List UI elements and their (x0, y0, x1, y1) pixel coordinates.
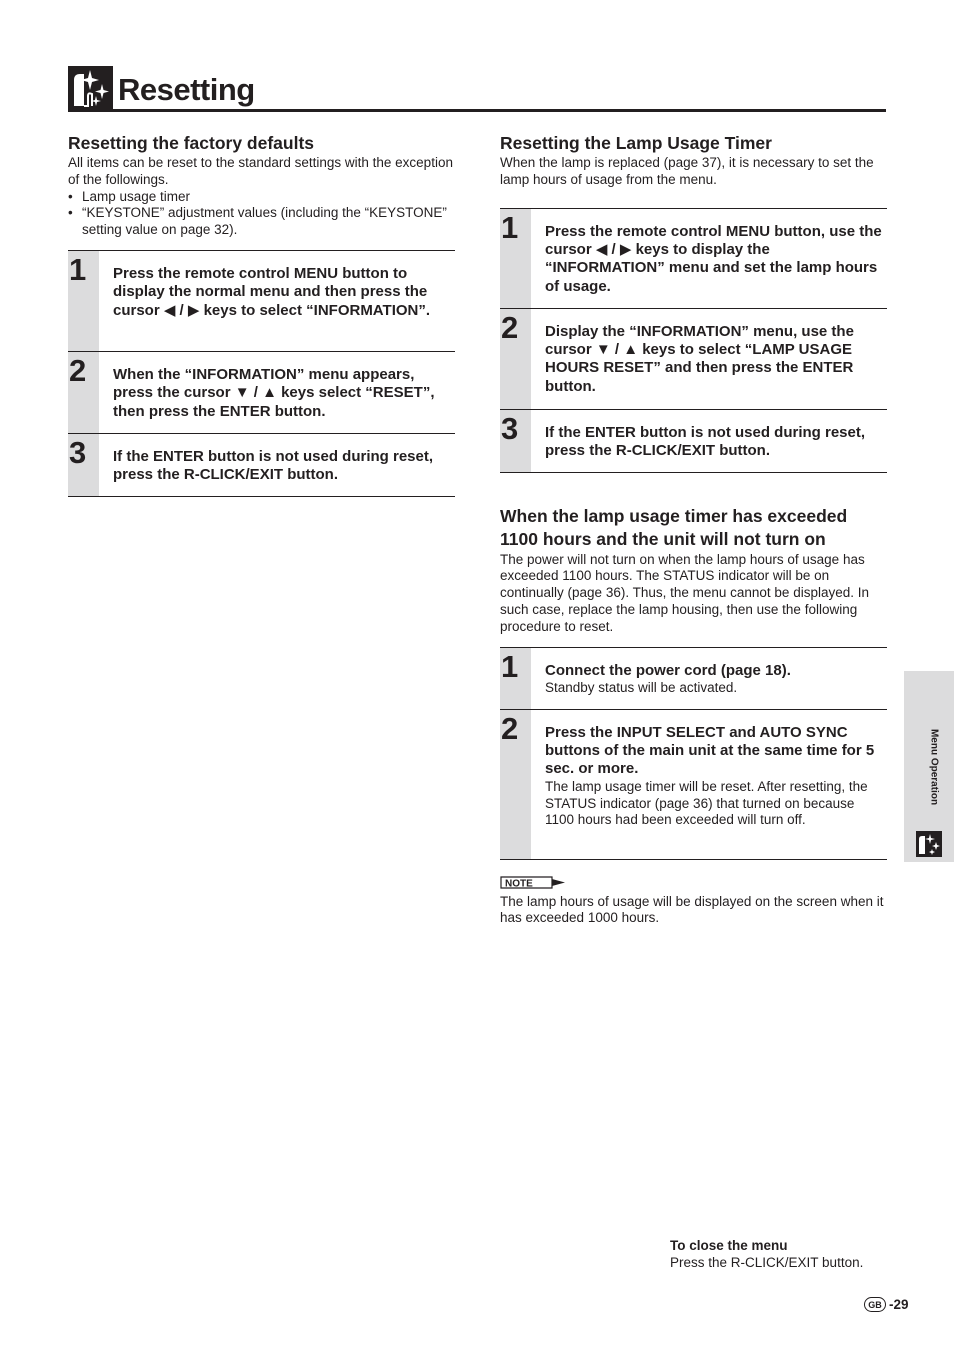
step-2 (500, 309, 887, 410)
note-arrow-icon (500, 876, 566, 889)
step-list (68, 250, 455, 497)
page-number-text: -29 (889, 1297, 909, 1312)
factory-defaults-section (68, 132, 455, 497)
close-menu-title: To close the menu (670, 1238, 788, 1253)
step-subtext: The lamp usage timer will be reset. After resetting, the STATUS indicator (page 36) that turned on because 1100 hours had been exceeded will turn off. (545, 778, 868, 828)
step-number-box (68, 352, 99, 433)
step-text: If the ENTER button is not used during reset, press the R-CLICK/EXIT button. (545, 423, 866, 459)
reset-sparkle-icon (916, 831, 942, 857)
step-list (500, 208, 887, 473)
step-subtext: Standby status will be activated. (545, 679, 738, 695)
section-intro: All items can be reset to the standard settings with the exception of the followings. (68, 155, 453, 187)
step-number-box (500, 710, 531, 859)
side-tab (904, 671, 954, 862)
region-badge: GB (864, 1297, 886, 1312)
step-number: 1 (69, 251, 87, 287)
step-text: When the “INFORMATION” menu appears, press the cursor ▼ / ▲ keys select “RESET”, then press the ENTER button. (113, 365, 435, 420)
page-title: Resetting (118, 72, 255, 107)
close-menu-hint (670, 1237, 900, 1271)
page-header (68, 66, 886, 112)
step-list (500, 647, 887, 860)
section-heading: Resetting the Lamp Usage Timer (500, 133, 772, 153)
step-number: 2 (501, 710, 519, 746)
step-1 (68, 251, 455, 352)
list-item: • “KEYSTONE” adjustment values (including the “KEYSTONE” setting value on page 32). (68, 205, 455, 239)
step-number: 3 (501, 410, 519, 446)
step-2 (500, 710, 887, 860)
step-text: Press the INPUT SELECT and AUTO SYNC buttons of the main unit at the same time for 5 sec. or more. (545, 723, 875, 778)
step-2 (68, 352, 455, 434)
close-menu-text: Press the R-CLICK/EXIT button. (670, 1255, 864, 1270)
section-heading: Resetting the factory defaults (68, 133, 315, 153)
step-text: Press the remote control MENU button, use the cursor ◀ / ▶ keys to display the “INFORMATION” menu and set the lamp hours of usage. (545, 222, 882, 295)
step-3 (68, 434, 455, 497)
step-1 (500, 648, 887, 710)
list-item: • Lamp usage timer (68, 189, 455, 206)
side-tab-label: Menu Operation (928, 728, 940, 806)
step-number: 2 (501, 309, 519, 345)
step-text: Connect the power cord (page 18). (545, 661, 791, 679)
step-1 (500, 209, 887, 309)
step-number-box (500, 410, 531, 472)
section-intro: The power will not turn on when the lamp hours of usage has exceeded 1100 hours. The STATUS indicator will be on continually (page 36). Thus, the menu cannot be displayed. In such case, replace the lamp housing, then use the following procedure to reset. (500, 551, 869, 634)
exception-list (68, 189, 455, 239)
step-number-box (500, 309, 531, 409)
step-number: 1 (501, 648, 519, 684)
exceeded-hours-section (500, 505, 887, 860)
step-number: 3 (69, 434, 87, 470)
step-text: Press the remote control MENU button to display the normal menu and then press the cursor ◀ / ▶ keys to select “INFORMATION”. (113, 264, 431, 319)
step-number-box (500, 648, 531, 709)
step-text: Display the “INFORMATION” menu, use the cursor ▼ / ▲ keys to select “LAMP USAGE HOURS RESET” and then press the ENTER button. (545, 322, 854, 395)
note-text: The lamp hours of usage will be displayed on the screen when it has exceeded 1000 hours. (500, 893, 884, 926)
section-heading: When the lamp usage timer has exceeded 1100 hours and the unit will not turn on (500, 505, 848, 549)
step-number: 2 (69, 352, 87, 388)
step-number-box (68, 251, 99, 351)
step-3 (500, 410, 887, 473)
step-number: 1 (501, 209, 519, 245)
section-intro: When the lamp is replaced (page 37), it is necessary to set the lamp hours of usage from the menu. (500, 155, 874, 187)
step-number-box (68, 434, 99, 496)
note-block (500, 875, 887, 928)
lamp-timer-section (500, 132, 887, 927)
note-label: NOTE (505, 878, 533, 889)
step-number-box (500, 209, 531, 308)
step-text: If the ENTER button is not used during reset, press the R-CLICK/EXIT button. (113, 447, 434, 484)
note-badge (500, 876, 566, 888)
reset-sparkle-icon (68, 66, 113, 111)
page-number (864, 1297, 909, 1312)
